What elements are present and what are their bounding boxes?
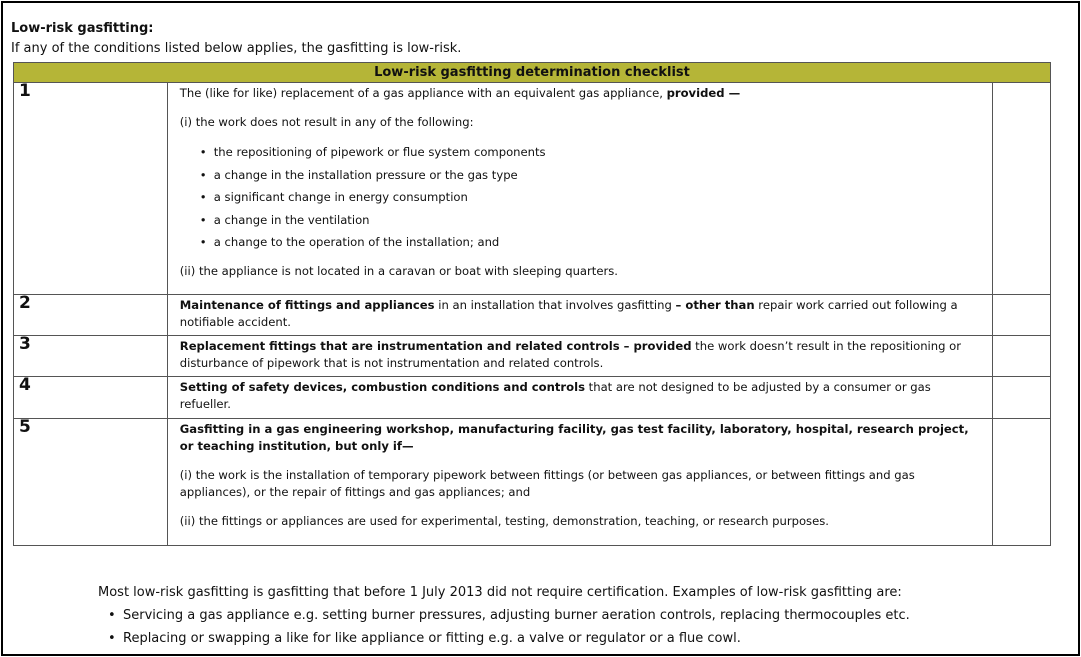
row-number: 3 — [14, 336, 168, 377]
intro-text: If any of the conditions listed below applies, the gasfitting is low-risk. — [11, 41, 462, 56]
footer-text: Most low-risk gasfitting is gasfitting that before 1 July 2013 did not require certification. Examples of low-risk gasfitting are: — [98, 585, 902, 600]
list-item: • a change to the operation of the installation; and — [214, 234, 983, 257]
footer-notes — [98, 585, 910, 650]
list-item: • the repositioning of pipework or flue system components — [214, 144, 983, 167]
row-bold-text: Setting of safety devices, combustion conditions and controls — [179, 380, 585, 394]
row-number: 4 — [14, 377, 168, 419]
row-text: that are not designed to be adjusted by a consumer or gas refueller. — [179, 380, 931, 411]
list-item: • Replacing or swapping a like for like appliance or fitting e.g. a valve or regulator or a flue cowl. — [123, 627, 910, 650]
row-number: 5 — [14, 419, 168, 546]
row-description — [167, 336, 993, 377]
row-subclause: (ii) the fittings or appliances are used for experimental, testing, demonstration, teaching, or research purposes. — [179, 514, 829, 528]
checklist-title: Low-risk gasfitting determination checklist — [14, 63, 1051, 83]
check-cell[interactable] — [993, 336, 1051, 377]
table-row — [14, 83, 1051, 295]
table-row — [14, 419, 1051, 546]
table-row — [14, 295, 1051, 336]
list-item: • a change in the installation pressure or the gas type — [214, 167, 983, 190]
checklist-table — [13, 62, 1051, 546]
section-heading: Low-risk gasfitting: — [11, 21, 154, 36]
table-row — [14, 377, 1051, 419]
list-item: • Servicing a gas appliance e.g. setting burner pressures, adjusting burner aeration controls, replacing thermocouples etc. — [123, 604, 910, 627]
row-bold-text: provided — — [666, 86, 741, 100]
list-item: • a significant change in energy consumption — [214, 189, 983, 212]
row-description — [167, 419, 993, 546]
row-subclause: (i) the work is the installation of temporary pipework between fittings (or between gas appliances, or between fittings and gas appliances), or the repair of fittings and gas appliances; and — [179, 468, 915, 499]
row-description — [167, 295, 993, 336]
row-description — [167, 377, 993, 419]
row-bold-text: Gasfitting in a gas engineering workshop, manufacturing facility, gas test facility, laboratory, hospital, research project, or teaching institution, but only if— — [179, 422, 969, 453]
row-description — [167, 83, 993, 295]
row-bold-text: Replacement fittings that are instrumentation and related controls – provided — [179, 339, 692, 353]
row-text: in an installation that involves gasfitting — [434, 298, 676, 312]
check-cell[interactable] — [993, 377, 1051, 419]
check-cell[interactable] — [993, 83, 1051, 295]
row-number: 1 — [14, 83, 168, 295]
list-item: • a change in the ventilation — [214, 212, 983, 235]
check-cell[interactable] — [993, 419, 1051, 546]
check-cell[interactable] — [993, 295, 1051, 336]
document-frame — [1, 1, 1080, 656]
row-subclause: (i) the work does not result in any of the following: — [179, 115, 474, 129]
row-bold-text: Maintenance of fittings and appliances — [179, 298, 435, 312]
row-text: The (like for like) replacement of a gas appliance with an equivalent gas appliance, — [179, 86, 667, 100]
row-subclause: (ii) the appliance is not located in a caravan or boat with sleeping quarters. — [179, 263, 618, 278]
table-row — [14, 336, 1051, 377]
row-bold-text: – other than — [675, 298, 755, 312]
row-number: 2 — [14, 295, 168, 336]
row-text: repair work carried out following a notifiable accident. — [179, 298, 958, 329]
row-text: the work doesn’t result in the repositioning or disturbance of pipework that is not instrumentation and related controls. — [179, 339, 962, 370]
